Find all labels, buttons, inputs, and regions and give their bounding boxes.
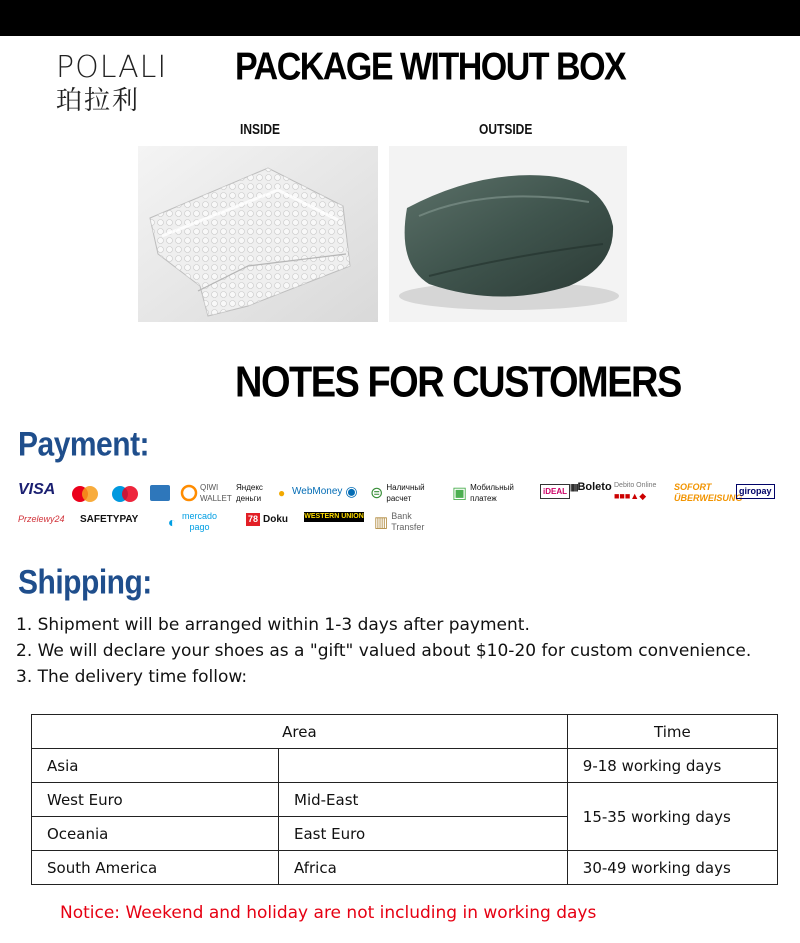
table-row: [32, 749, 778, 783]
yandex-coin-icon: ●: [278, 485, 286, 500]
table-row: [32, 851, 778, 885]
top-black-bar: [0, 0, 800, 36]
mastercard-circles-icon: [70, 485, 100, 503]
logo-latin-text: POLALI: [56, 50, 168, 85]
doku-badge-icon: 78: [248, 514, 259, 524]
mercadopago-logo: [168, 511, 219, 533]
bank-icons: ■■■▲◆: [614, 491, 647, 501]
debito-online-logo: [614, 480, 656, 502]
webmoney-globe-icon: ◉: [345, 483, 358, 499]
outside-package-photo: [389, 146, 627, 322]
mercadopago-label: mercado pago: [181, 511, 217, 532]
package-title: PACKAGE WITHOUT BOX: [235, 45, 626, 89]
ideal-logo: [540, 484, 570, 499]
area-cell: Asia: [32, 749, 279, 783]
giropay-label: giropay: [739, 486, 772, 496]
logo-chinese-text: 珀拉利: [56, 86, 141, 116]
giropay-logo: [736, 484, 775, 499]
webmoney-logo: [292, 483, 358, 499]
amex-card-icon: [150, 485, 170, 501]
visa-label: VISA: [18, 481, 56, 498]
sofort-label: SOFORT ÜBERWEISUNG: [674, 482, 743, 503]
maestro-logo: [110, 485, 140, 503]
outside-label: OUTSIDE: [479, 120, 533, 138]
western-union-box: [304, 512, 364, 522]
visa-logo: [18, 481, 56, 498]
table-header-row: [32, 715, 778, 749]
area-cell: Oceania: [32, 817, 279, 851]
handshake-icon: ◐: [168, 513, 177, 530]
qiwi-label: QIWI WALLET: [200, 483, 232, 503]
yandex-label: Яндекс деньги: [236, 483, 263, 503]
mobile-icon: ▣: [452, 484, 468, 502]
ideal-label: iDEAL: [543, 487, 567, 496]
sofort-logo: [674, 482, 743, 504]
webmoney-label: WebMoney: [292, 486, 343, 497]
shipping-notes-list: [16, 612, 751, 690]
area-cell: Mid-East: [279, 783, 568, 817]
delivery-time-table: [31, 714, 778, 885]
area-cell: South America: [32, 851, 279, 885]
polali-logo: [56, 52, 166, 118]
mobile-payment-logo: [452, 482, 520, 504]
shipping-note-3: 3. The delivery time follow:: [16, 667, 248, 687]
time-cell: 9-18 working days: [567, 749, 777, 783]
table-row: [32, 783, 778, 817]
area-cell: East Euro: [279, 817, 568, 851]
yandex-logo: [236, 482, 285, 504]
shipping-heading: Shipping:: [18, 563, 152, 602]
mobile-label: Мобильный платеж: [470, 483, 514, 503]
mastercard-logo: [70, 485, 100, 503]
inside-package-photo: [138, 146, 378, 322]
working-days-notice: Notice: Weekend and holiday are not including in working days: [60, 903, 597, 923]
payment-heading: Payment:: [18, 425, 150, 464]
boleto-logo: [570, 482, 612, 493]
inside-label: INSIDE: [240, 120, 281, 138]
maestro-circles-icon: [110, 485, 140, 503]
area-cell: West Euro: [32, 783, 279, 817]
boleto-label: Boleto: [577, 481, 612, 493]
time-cell: 30-49 working days: [567, 851, 777, 885]
area-cell: Africa: [279, 851, 568, 885]
bank-transfer-logo: [374, 511, 431, 533]
ideal-box: [540, 484, 570, 499]
shipping-note-2: 2. We will declare your shoes as a "gift" valued about $10-20 for custom convenience.: [16, 641, 752, 661]
przelewy24-logo: [18, 514, 65, 525]
amex-logo: [150, 485, 170, 501]
qiwi-logo: [180, 482, 236, 504]
barcode-icon: ||||||: [570, 483, 578, 492]
przelewy24-label: Przelewy24: [18, 514, 65, 524]
area-cell: [279, 749, 568, 783]
notes-title: NOTES FOR CUSTOMERS: [235, 358, 681, 408]
bank-transfer-label: Bank Transfer: [391, 511, 425, 532]
bank-building-icon: ▥: [374, 513, 389, 531]
western-union-label: WESTERN UNION: [304, 513, 364, 520]
qiwi-icon: [180, 484, 198, 502]
giropay-box: [736, 484, 775, 499]
time-cell: 15-35 working days: [567, 783, 777, 851]
cash-payment-logo: [370, 482, 428, 504]
cash-icon: ⊜: [370, 484, 384, 502]
safetypay-logo: [80, 514, 138, 525]
western-union-logo: [304, 512, 364, 522]
cash-label: Наличный расчет: [386, 483, 425, 503]
safetypay-label: SAFETYPAY: [80, 514, 139, 525]
debito-label: Debito Online: [614, 482, 657, 489]
doku-label: Doku: [263, 514, 289, 525]
area-header: Area: [32, 715, 568, 749]
payment-logos: [18, 480, 788, 536]
time-header: Time: [567, 715, 777, 749]
shipping-note-1: 1. Shipment will be arranged within 1-3 days after payment.: [16, 615, 530, 635]
doku-logo: [246, 513, 288, 526]
